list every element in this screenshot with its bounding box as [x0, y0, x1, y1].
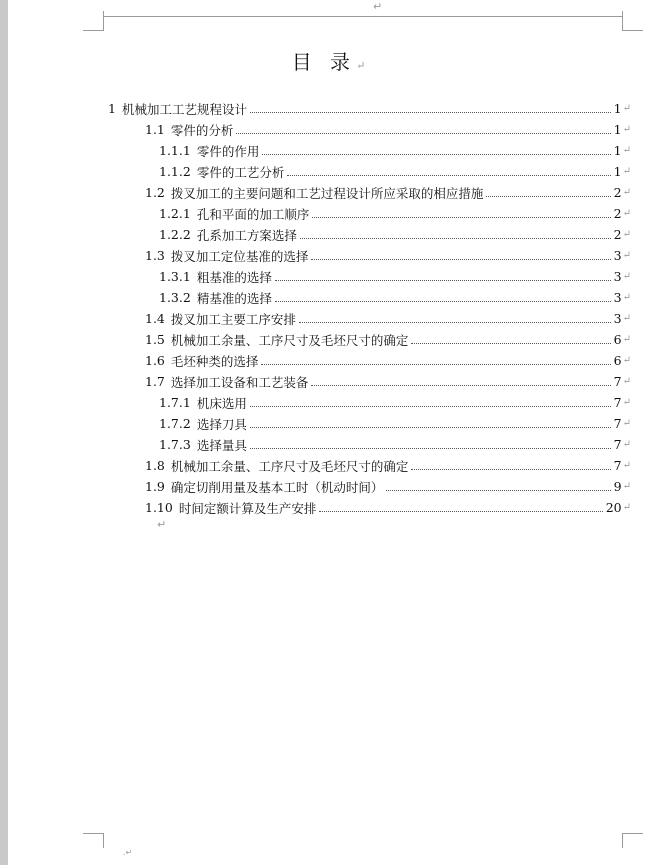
- toc-entry-number: 1.4: [145, 311, 165, 326]
- toc-entry-page: 3: [613, 311, 622, 326]
- toc-entry-page: 6: [613, 353, 622, 368]
- toc-leader-dots: [299, 322, 611, 323]
- footer-paragraph-mark: .↵: [123, 848, 133, 857]
- toc-entry[interactable]: [145, 119, 631, 140]
- toc-paragraph-mark: ↵: [622, 103, 631, 114]
- toc-entry[interactable]: [159, 140, 631, 161]
- toc-entry[interactable]: [145, 245, 631, 266]
- toc-entry[interactable]: [159, 287, 631, 308]
- toc-entry[interactable]: [159, 203, 631, 224]
- toc-leader-dots: [311, 385, 610, 386]
- toc-entry-text: 选择量具: [196, 437, 247, 453]
- toc-entry[interactable]: [145, 182, 631, 203]
- toc-entry-page: 1: [613, 164, 622, 179]
- toc-entry-text: 零件的作用: [196, 143, 260, 159]
- toc-entry-text: 毛坯种类的选择: [170, 353, 259, 369]
- toc-entry-number: 1.7: [145, 374, 165, 389]
- toc-entry-number: 1.3.1: [159, 269, 191, 284]
- margin-corner-top-left: [83, 16, 104, 31]
- toc-leader-dots: [275, 280, 611, 281]
- toc-paragraph-mark: ↵: [622, 292, 631, 303]
- toc-entry-text: 时间定额计算及生产安排: [178, 500, 317, 516]
- toc-paragraph-mark: ↵: [622, 355, 631, 366]
- toc-paragraph-mark: ↵: [622, 502, 631, 513]
- toc-entry-number: 1.6: [145, 353, 165, 368]
- toc-paragraph-mark: ↵: [622, 124, 631, 135]
- toc-entry-text: 确定切削用量及基本工时（机动时间）: [170, 479, 384, 495]
- toc-entry-number: 1.3: [145, 248, 165, 263]
- toc-entry-page: 3: [613, 290, 622, 305]
- toc-entry-page: 1: [613, 101, 622, 116]
- page-left-gutter: [0, 0, 8, 865]
- toc-entry-number: 1.9: [145, 479, 165, 494]
- toc-entry-text: 选择加工设备和工艺装备: [170, 374, 309, 390]
- toc-entry[interactable]: [159, 413, 631, 434]
- toc-leader-dots: [411, 343, 610, 344]
- toc-entry-page: 9: [613, 479, 622, 494]
- margin-corner-bottom-left: [83, 833, 104, 848]
- toc-entry-page: 2: [613, 206, 622, 221]
- toc-entry-number: 1.7.1: [159, 395, 191, 410]
- margin-corner-bottom-right: [622, 833, 643, 848]
- toc-entry[interactable]: [159, 266, 631, 287]
- toc-paragraph-mark: ↵: [622, 376, 631, 387]
- toc-entry-text: 拨叉加工的主要问题和工艺过程设计所应采取的相应措施: [170, 185, 484, 201]
- toc-entry-text: 精基准的选择: [196, 290, 272, 306]
- toc-entry[interactable]: [159, 224, 631, 245]
- end-paragraph-mark: ↵: [157, 518, 167, 531]
- toc-paragraph-mark: ↵: [622, 313, 631, 324]
- toc-entry-text: 粗基准的选择: [196, 269, 272, 285]
- toc-entry-page: 20: [605, 500, 622, 515]
- toc-leader-dots: [250, 112, 611, 113]
- toc-entry-text: 拨叉加工主要工序安排: [170, 311, 296, 327]
- header-tick-right: [622, 11, 623, 17]
- margin-corner-top-right: [622, 16, 643, 31]
- toc-entry-text: 机床选用: [196, 395, 247, 411]
- toc-entry-number: 1.10: [145, 500, 173, 515]
- toc-paragraph-mark: ↵: [622, 145, 631, 156]
- toc-entry[interactable]: [145, 329, 631, 350]
- toc-entry[interactable]: [145, 308, 631, 329]
- toc-leader-dots: [411, 469, 610, 470]
- toc-paragraph-mark: ↵: [622, 187, 631, 198]
- toc-entry-number: 1.3.2: [159, 290, 191, 305]
- toc-entry-number: 1.2.2: [159, 227, 191, 242]
- toc-leader-dots: [250, 448, 611, 449]
- toc-title-text: 目 录: [291, 50, 357, 74]
- toc-title[interactable]: [0, 46, 657, 75]
- toc-leader-dots: [262, 154, 610, 155]
- toc-entry-number: 1.1: [145, 122, 165, 137]
- toc-entry[interactable]: [145, 371, 631, 392]
- toc-entry-number: 1.1.1: [159, 143, 191, 158]
- toc-leader-dots: [250, 427, 611, 428]
- toc-entry-number: 1.7.3: [159, 437, 191, 452]
- toc-entry-text: 机械加工工艺规程设计: [121, 101, 247, 117]
- toc-leader-dots: [236, 133, 610, 134]
- toc-entry[interactable]: [145, 476, 631, 497]
- toc-entry[interactable]: [145, 455, 631, 476]
- toc-entry[interactable]: [159, 434, 631, 455]
- toc-paragraph-mark: ↵: [622, 271, 631, 282]
- toc-leader-dots: [319, 511, 602, 512]
- toc-entry-text: 机械加工余量、工序尺寸及毛坯尺寸的确定: [170, 458, 409, 474]
- header-boundary-line: [103, 16, 622, 17]
- header-paragraph-mark: ↵: [373, 0, 383, 13]
- toc-paragraph-mark: ↵: [622, 439, 631, 450]
- toc-entry-page: 6: [613, 332, 622, 347]
- toc-leader-dots: [275, 301, 611, 302]
- toc-entry-page: 7: [613, 395, 622, 410]
- toc-entry-number: 1.7.2: [159, 416, 191, 431]
- toc-entry-page: 1: [613, 143, 622, 158]
- toc-paragraph-mark: ↵: [622, 481, 631, 492]
- toc-entry[interactable]: [145, 350, 631, 371]
- toc-paragraph-mark: ↵: [622, 166, 631, 177]
- toc-entry-page: 7: [613, 458, 622, 473]
- toc-entry-page: 3: [613, 248, 622, 263]
- toc-entry-number: 1.1.2: [159, 164, 191, 179]
- toc-leader-dots: [311, 259, 610, 260]
- toc-entry-number: 1.2: [145, 185, 165, 200]
- toc-entry-page: 3: [613, 269, 622, 284]
- toc-entry-text: 选择刀具: [196, 416, 247, 432]
- toc-entry-text: 拨叉加工定位基准的选择: [170, 248, 309, 264]
- toc-entry[interactable]: [159, 392, 631, 413]
- toc-leader-dots: [261, 364, 610, 365]
- toc-paragraph-mark: ↵: [622, 397, 631, 408]
- toc-entry[interactable]: [145, 497, 631, 518]
- toc-paragraph-mark: ↵: [622, 250, 631, 261]
- toc-entry-number: 1.5: [145, 332, 165, 347]
- toc-entry[interactable]: [108, 98, 631, 119]
- toc-entry-text: 零件的工艺分析: [196, 164, 285, 180]
- toc-entry-text: 孔和平面的加工顺序: [196, 206, 310, 222]
- toc-leader-dots: [386, 490, 610, 491]
- toc-leader-dots: [250, 406, 611, 407]
- toc-leader-dots: [312, 217, 610, 218]
- toc-entry-page: 7: [613, 374, 622, 389]
- toc-leader-dots: [287, 175, 610, 176]
- toc-paragraph-mark: ↵: [622, 229, 631, 240]
- toc-paragraph-mark: ↵: [622, 208, 631, 219]
- toc-entry-text: 孔系加工方案选择: [196, 227, 297, 243]
- toc-paragraph-mark: ↵: [622, 334, 631, 345]
- toc-entry-page: 2: [613, 227, 622, 242]
- toc-entry-page: 7: [613, 437, 622, 452]
- toc-leader-dots: [300, 238, 611, 239]
- toc-entry[interactable]: [159, 161, 631, 182]
- toc-entry-text: 零件的分析: [170, 122, 234, 138]
- toc-entry-page: 1: [613, 122, 622, 137]
- toc-entry-page: 2: [613, 185, 622, 200]
- toc-entry-text: 机械加工余量、工序尺寸及毛坯尺寸的确定: [170, 332, 409, 348]
- toc-entry-number: 1: [108, 101, 116, 116]
- toc-paragraph-mark: ↵: [622, 460, 631, 471]
- toc-leader-dots: [486, 196, 610, 197]
- toc-entry-number: 1.2.1: [159, 206, 191, 221]
- header-tick-left: [103, 11, 104, 17]
- toc-entry-page: 7: [613, 416, 622, 431]
- toc-entry-number: 1.8: [145, 458, 165, 473]
- toc-paragraph-mark: ↵: [622, 418, 631, 429]
- title-paragraph-mark: ↵: [356, 59, 366, 72]
